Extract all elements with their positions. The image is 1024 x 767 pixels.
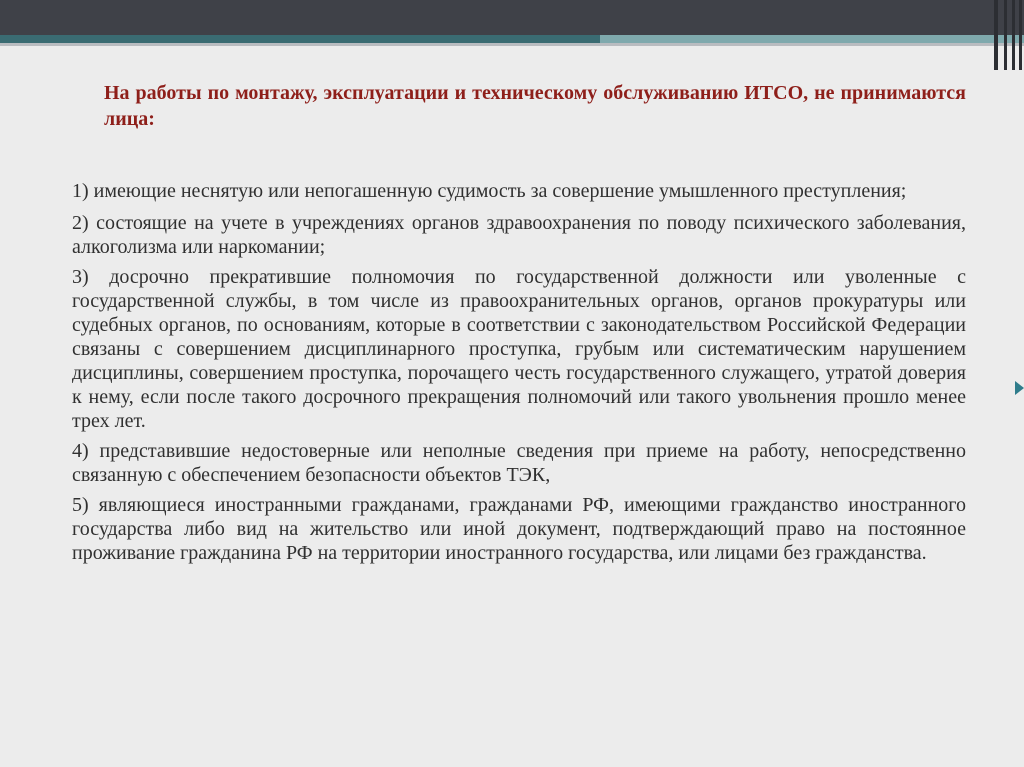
slide-heading: На работы по монтажу, эксплуатации и техническому обслуживанию ИТСО, не принимаются лица:	[104, 82, 966, 130]
list-item: 4) представившие недостоверные или неполные сведения при приеме на работу, непосредственно связанную с обеспечением безопасности объектов ТЭК,	[72, 440, 966, 486]
corner-stripe	[1004, 0, 1007, 70]
top-accent-band-light	[600, 35, 1024, 43]
list-item: 1) имеющие неснятую или непогашенную судимость за совершение умышленного преступления;	[72, 180, 907, 202]
corner-stripe	[1019, 0, 1022, 70]
top-thin-band	[0, 43, 1024, 46]
triangle-right-icon[interactable]	[1015, 381, 1024, 395]
list-item: 3) досрочно прекратившие полномочия по государственной должности или уволенные с государственной службы, в том числе из правоохранительных органов, органов прокуратуры или судебных органов, по основаниям, которые в соответствии с законодательством Российской Федерации связаны с совершением дисциплинарного проступка, грубым или систематическим нарушением дисциплины, совершением проступка, порочащего честь государственного служащего, утратой доверия к нему, если после такого досрочного прекращения полномочий или такого увольнения прошло менее трех лет.	[72, 266, 966, 432]
list-item: 5) являющиеся иностранными гражданами, гражданами РФ, имеющими гражданство иностранного государства либо вид на жительство или иной документ, подтверждающий право на постоянное проживание гражданина РФ на территории иностранного государства, или лицами без гражданства.	[72, 494, 966, 564]
top-band	[0, 0, 1024, 35]
slide-body	[72, 179, 966, 571]
corner-stripe	[1012, 0, 1015, 70]
list-item: 2) состоящие на учете в учреждениях органов здравоохранения по поводу психического заболевания, алкоголизма или наркомании;	[72, 212, 966, 258]
corner-stripe	[994, 0, 998, 70]
